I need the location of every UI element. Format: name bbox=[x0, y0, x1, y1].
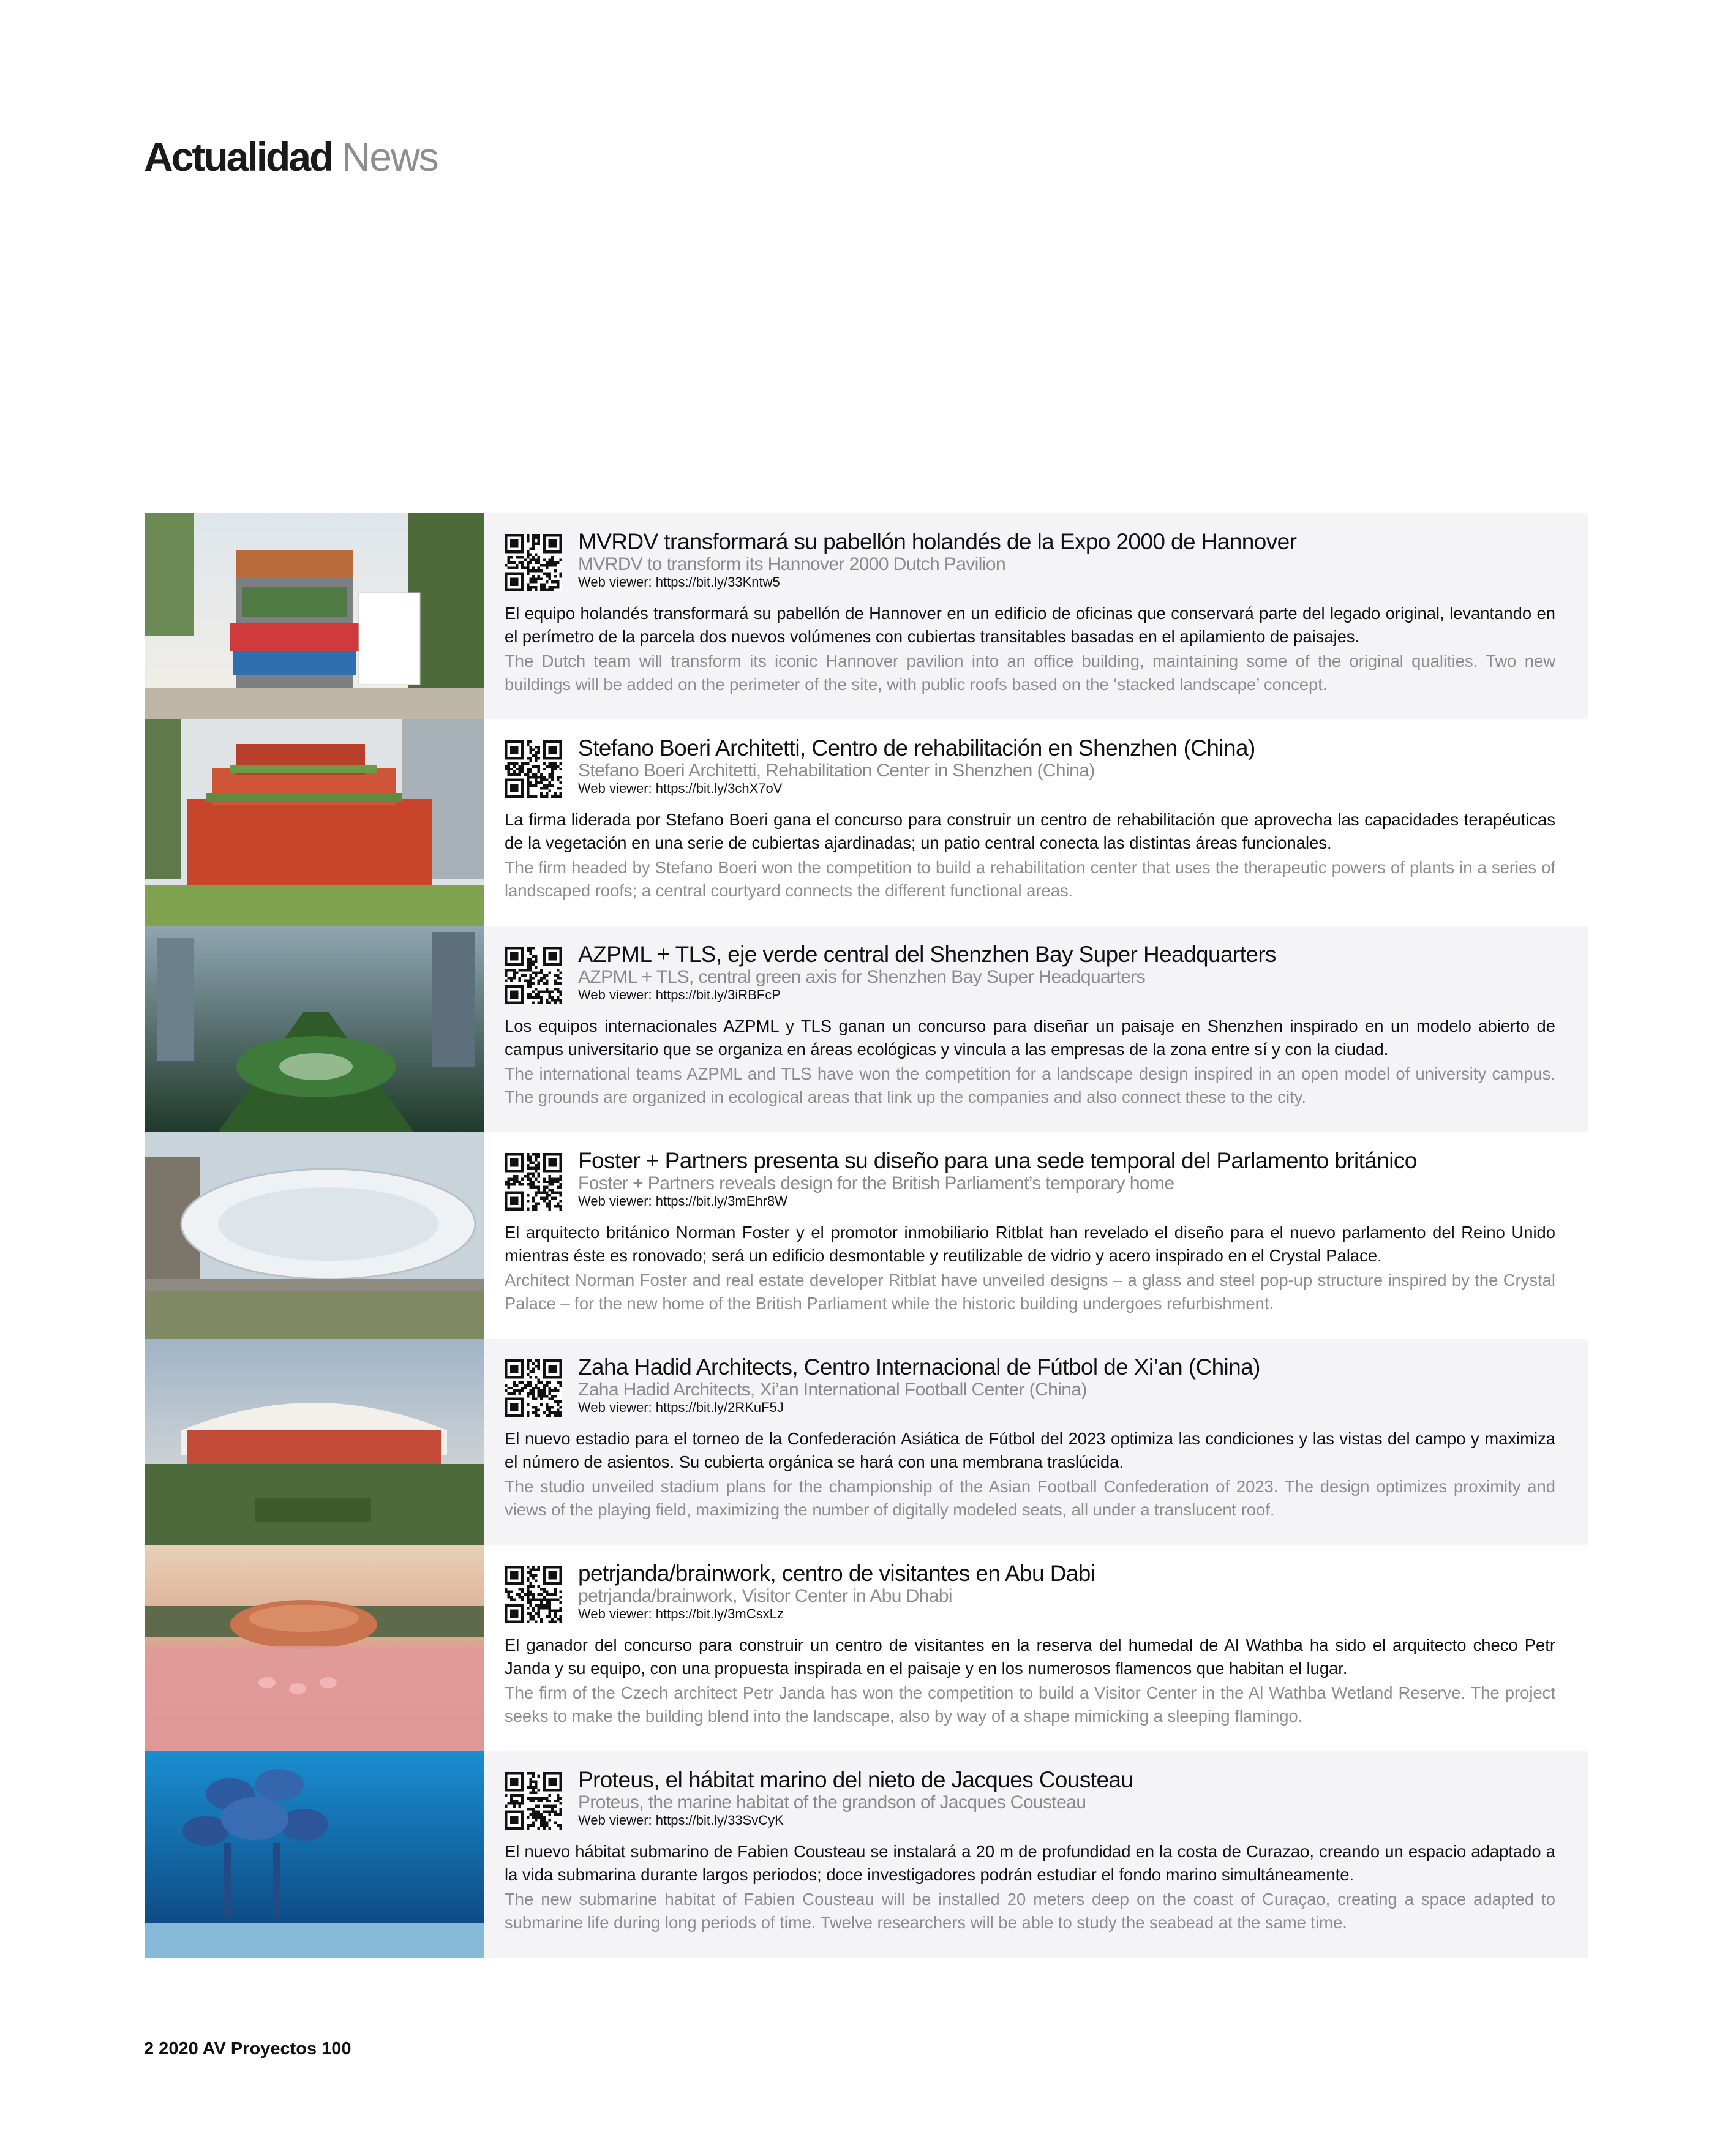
news-title-es: MVRDV transformará su pabellón holandés de la Expo 2000 de Hannover bbox=[578, 529, 1297, 554]
news-body-es: Los equipos internacionales AZPML y TLS ganan un concurso para diseñar un paisaje en Shenzhen inspirado en un modelo abierto de campus universitario que se organiza en áreas ecológicas y vincula a las empresas de la zona entre sí y con la ciudad. bbox=[505, 1016, 1555, 1059]
news-item-foster bbox=[145, 1132, 1588, 1339]
news-item-azpml bbox=[145, 926, 1588, 1132]
news-body-es: El nuevo estadio para el torneo de la Confederación Asiática de Fútbol del 2023 optimiza las condiciones y las vistas del campo y maximiza el número de asientos. Su cubierta orgánica se hará con una membrana traslúcida. bbox=[505, 1429, 1555, 1471]
news-body-en: Architect Norman Foster and real estate developer Ritblat have unveiled designs – a glass and steel pop-up structure inspired by the Crystal Palace – for the new home of the British Parliament while the historic building undergoes refurbishment. bbox=[505, 1271, 1555, 1313]
news-image-marine-habitat[interactable] bbox=[145, 1751, 484, 1958]
news-list bbox=[145, 513, 1588, 1958]
news-title-en: Stefano Boeri Architetti, Rehabilitation Center in Shenzhen (China) bbox=[578, 760, 1095, 781]
news-body-es: El ganador del concurso para construir un centro de visitantes en la reserva del humedal de Al Wathba ha sido el arquitecto checo Petr Janda y su equipo, con una propuesta inspirada en el paisaje y en los numerosos flamencos que habitan el lugar. bbox=[505, 1635, 1555, 1678]
news-body-es: El equipo holandés transformará su pabellón de Hannover en un edificio de oficinas que conservará parte del legado original, levantando en el perímetro de la parcela dos nuevos volúmenes con cubiertas transitables basadas en el apilamiento de paisajes. bbox=[505, 604, 1555, 646]
web-viewer-link[interactable]: Web viewer: https://bit.ly/3iRBFcP bbox=[578, 987, 781, 1002]
news-image-mvrdv-pavilion[interactable] bbox=[145, 513, 484, 719]
news-panel bbox=[484, 513, 1588, 719]
news-body-en: The firm of the Czech architect Petr Janda has won the competition to build a Visitor Center in the Al Wathba Wetland Reserve. The project seeks to make the building blend into the landscape, also by way of a shape mimicking a sleeping flamingo. bbox=[505, 1683, 1555, 1726]
web-viewer-link[interactable]: Web viewer: https://bit.ly/3mCsxLz bbox=[578, 1606, 784, 1621]
news-body-en: The Dutch team will transform its iconic Hannover pavilion into an office building, maintaining some of the original qualities. Two new buildings will be added on the perimeter of the site, with public roofs based on the ‘stacked landscape’ concept. bbox=[505, 652, 1555, 694]
news-title-en: petrjanda/brainwork, Visitor Center in Abu Dhabi bbox=[578, 1586, 953, 1606]
news-image-parliament[interactable] bbox=[145, 1132, 484, 1339]
news-image-stadium[interactable] bbox=[145, 1339, 484, 1545]
news-title-es: Stefano Boeri Architetti, Centro de rehabilitación en Shenzhen (China) bbox=[578, 735, 1255, 760]
news-title-en: Proteus, the marine habitat of the grandson of Jacques Cousteau bbox=[578, 1792, 1086, 1812]
news-panel bbox=[484, 1339, 1588, 1545]
news-panel bbox=[484, 1132, 1588, 1339]
qr-code[interactable] bbox=[505, 1566, 562, 1623]
page-title bbox=[144, 133, 438, 180]
section-title-en: News bbox=[341, 134, 438, 179]
web-viewer-link[interactable]: Web viewer: https://bit.ly/3mEhr8W bbox=[578, 1193, 787, 1209]
qr-code[interactable] bbox=[505, 534, 562, 591]
web-viewer-link[interactable]: Web viewer: https://bit.ly/33SvCyK bbox=[578, 1812, 784, 1828]
news-title-es: petrjanda/brainwork, centro de visitantes en Abu Dabi bbox=[578, 1561, 1095, 1586]
page-footer: 2 2020 AV Proyectos 100 bbox=[144, 2039, 351, 2059]
news-image-green-axis[interactable] bbox=[145, 926, 484, 1132]
qr-code[interactable] bbox=[505, 1153, 562, 1211]
news-body-en: The studio unveiled stadium plans for the championship of the Asian Football Confederation of 2023. The design optimizes proximity and views of the playing field, maximizing the number of digitally modeled seats, all under a translucent roof. bbox=[505, 1477, 1555, 1519]
section-title-es: Actualidad bbox=[144, 134, 333, 179]
news-image-rehabilitation-center[interactable] bbox=[145, 719, 484, 926]
news-item-zaha bbox=[145, 1339, 1588, 1545]
news-item-petrjanda bbox=[145, 1545, 1588, 1751]
qr-code[interactable] bbox=[505, 947, 562, 1004]
news-image-visitor-center[interactable] bbox=[145, 1545, 484, 1751]
news-body-es: La firma liderada por Stefano Boeri gana el concurso para construir un centro de rehabilitación que aprovecha las capacidades terapéuticas de la vegetación en una serie de cubiertas ajardinadas; un patio central conecta las distintas áreas funcionales. bbox=[505, 810, 1555, 852]
news-item-mvrdv bbox=[145, 513, 1588, 719]
news-title-en: MVRDV to transform its Hannover 2000 Dutch Pavilion bbox=[578, 554, 1006, 574]
qr-code[interactable] bbox=[505, 1359, 562, 1417]
qr-code[interactable] bbox=[505, 740, 562, 798]
news-title-es: AZPML + TLS, eje verde central del Shenzhen Bay Super Headquarters bbox=[578, 942, 1276, 967]
web-viewer-link[interactable]: Web viewer: https://bit.ly/2RKuF5J bbox=[578, 1400, 784, 1415]
news-body-es: El arquitecto británico Norman Foster y el promotor inmobiliario Ritblat han revelado el diseño para el nuevo parlamento del Reino Unido mientras éste es ronovado; será un edificio desmontable y reutilizable de vidrio y acero inspirado en el Crystal Palace. bbox=[505, 1223, 1555, 1265]
news-panel bbox=[484, 926, 1588, 1132]
news-body-en: The international teams AZPML and TLS have won the competition for a landscape design inspired in an open model of university campus. The grounds are organized in ecological areas that link up the companies and also connect these to the city. bbox=[505, 1064, 1555, 1106]
news-panel bbox=[484, 719, 1588, 926]
news-title-en: AZPML + TLS, central green axis for Shenzhen Bay Super Headquarters bbox=[578, 967, 1146, 987]
news-item-proteus bbox=[145, 1751, 1588, 1958]
news-title-es: Zaha Hadid Architects, Centro Internacional de Fútbol de Xi’an (China) bbox=[578, 1354, 1260, 1380]
news-body-en: The firm headed by Stefano Boeri won the competition to build a rehabilitation center that uses the therapeutic powers of plants in a series of landscaped roofs; a central courtyard connects the different functional areas. bbox=[505, 858, 1555, 900]
news-body-es: El nuevo hábitat submarino de Fabien Cousteau se instalará a 20 m de profundidad en la costa de Curazao, creando un espacio adaptado a la vida submarina durante largos periodos; doce investigadores podrán estudiar el fondo marino simultáneamente. bbox=[505, 1842, 1555, 1884]
news-panel bbox=[484, 1751, 1588, 1958]
news-title-en: Zaha Hadid Architects, Xi’an International Football Center (China) bbox=[578, 1380, 1087, 1400]
news-title-en: Foster + Partners reveals design for the British Parliament’s temporary home bbox=[578, 1173, 1174, 1193]
news-body-en: The new submarine habitat of Fabien Cousteau will be installed 20 meters deep on the coast of Curaçao, creating a space adapted to submarine life during long periods of time. Twelve researchers will be able to study the seabead at the same time. bbox=[505, 1890, 1555, 1932]
news-title-es: Proteus, el hábitat marino del nieto de Jacques Cousteau bbox=[578, 1767, 1133, 1792]
news-title-es: Foster + Partners presenta su diseño para una sede temporal del Parlamento británico bbox=[578, 1148, 1417, 1173]
news-panel bbox=[484, 1545, 1588, 1751]
web-viewer-link[interactable]: Web viewer: https://bit.ly/33Kntw5 bbox=[578, 574, 780, 590]
web-viewer-link[interactable]: Web viewer: https://bit.ly/3chX7oV bbox=[578, 781, 783, 796]
news-item-boeri bbox=[145, 719, 1588, 926]
qr-code[interactable] bbox=[505, 1772, 562, 1830]
